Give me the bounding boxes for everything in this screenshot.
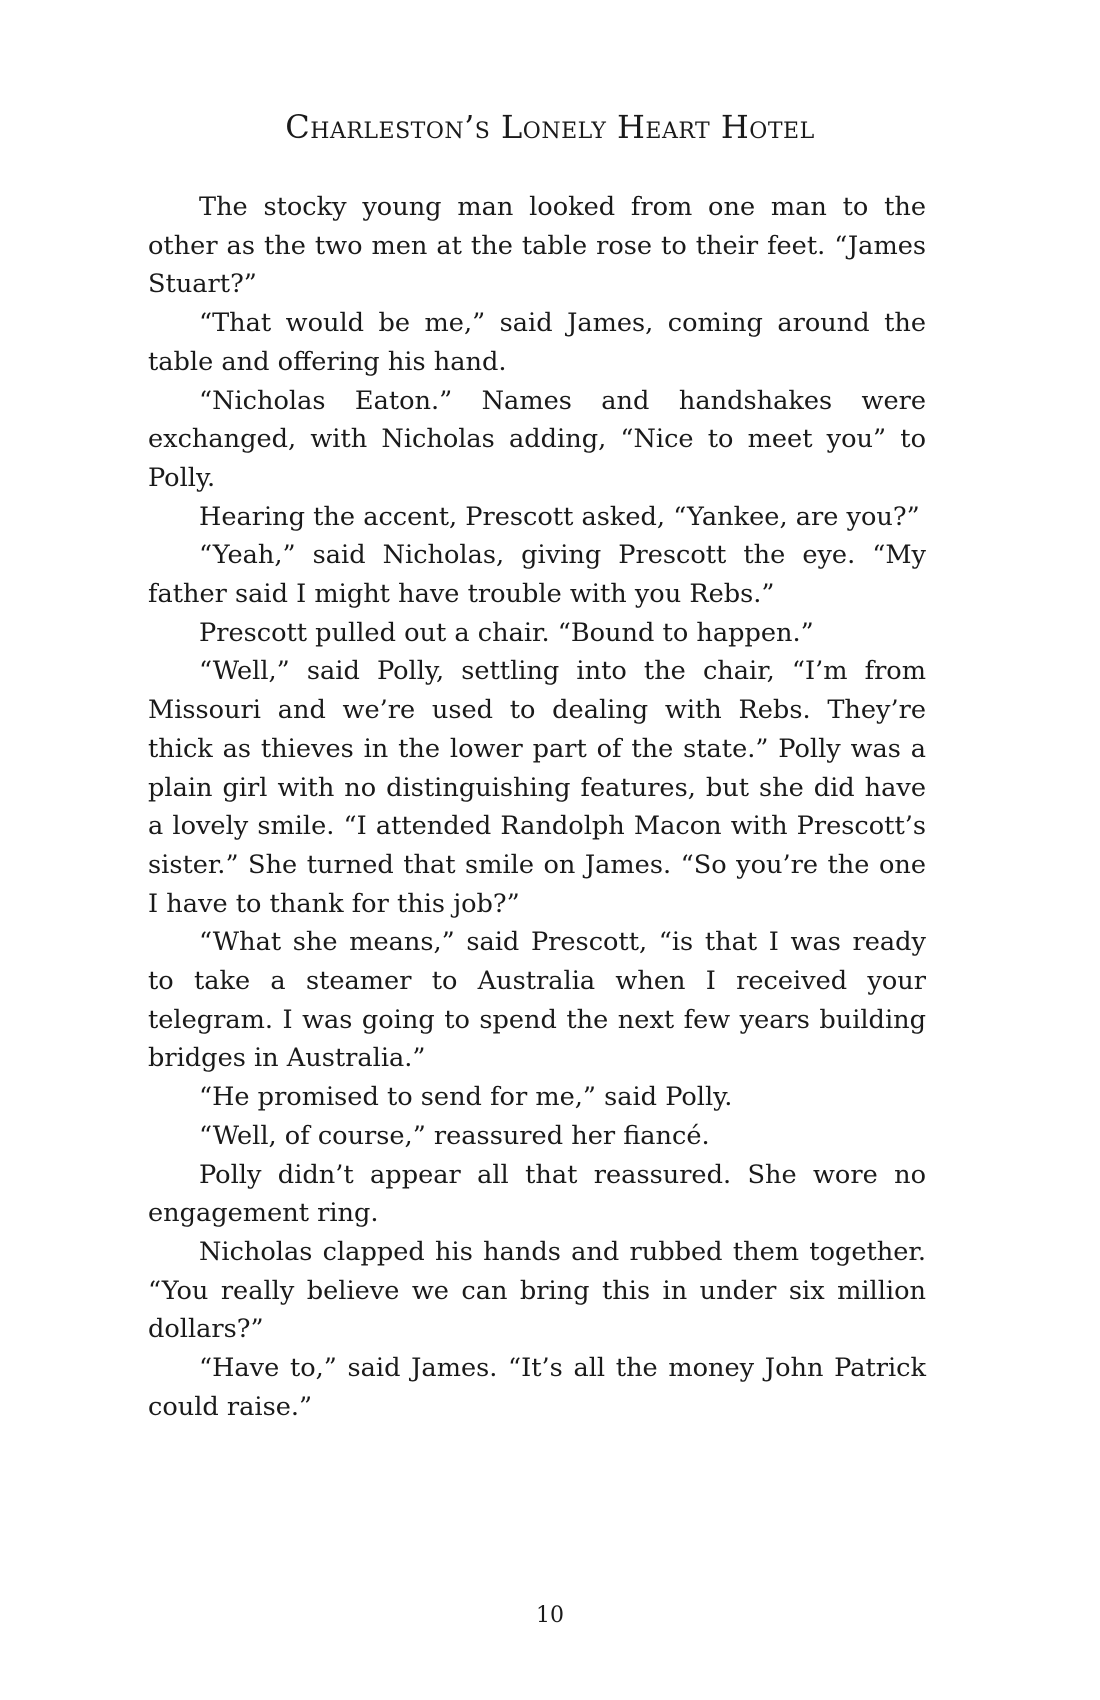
paragraph: “He promised to send for me,” said Polly. (199, 1082, 733, 1113)
paragraph: Hearing the accent, Prescott asked, “Yankee, are you?” (199, 501, 920, 532)
paragraph: “Well, of course,” reassured her fiancé. (199, 1120, 710, 1151)
body-text (148, 188, 926, 1427)
paragraph: The stocky young man looked from one man to the other as the two men at the table rose to their feet. “James Stuart?” (148, 192, 926, 300)
paragraph: “Yeah,” said Nicholas, giving Prescott the eye. “My father said I might have trouble with you Rebs.” (148, 540, 926, 610)
running-header: Charleston’s Lonely Heart Hotel (285, 108, 815, 146)
paragraph: “What she means,” said Prescott, “is that I was ready to take a steamer to Australia when I received your telegram. I was going to spend the next few years building bridges in Australia.” (148, 927, 926, 1074)
paragraph: Nicholas clapped his hands and rubbed them together. “You really believe we can bring this in under six million dollars?” (148, 1236, 926, 1345)
paragraph: “That would be me,” said James, coming around the table and offering his hand. (148, 308, 926, 377)
page-number: 10 (536, 1603, 564, 1628)
paragraph: “Nicholas Eaton.” Names and handshakes were exchanged, with Nicholas adding, “Nice to meet you” to Polly. (148, 385, 926, 493)
paragraph: “Well,” said Polly, settling into the chair, “I’m from Missouri and we’re used to dealing with Rebs. They’re thick as thieves in the lower part of the state.” Polly was a plain girl with no distinguishing features, but she did have a lovely smile. “I attended Randolph Macon with Prescott’s sister.” She turned that smile on James. “So you’re the one I have to thank for this job?” (148, 656, 926, 919)
paragraph: Polly didn’t appear all that reassured. She wore no engagement ring. (148, 1159, 926, 1229)
paragraph: “Have to,” said James. “It’s all the money John Patrick could raise.” (148, 1353, 926, 1422)
paragraph: Prescott pulled out a chair. “Bound to happen.” (199, 617, 814, 648)
